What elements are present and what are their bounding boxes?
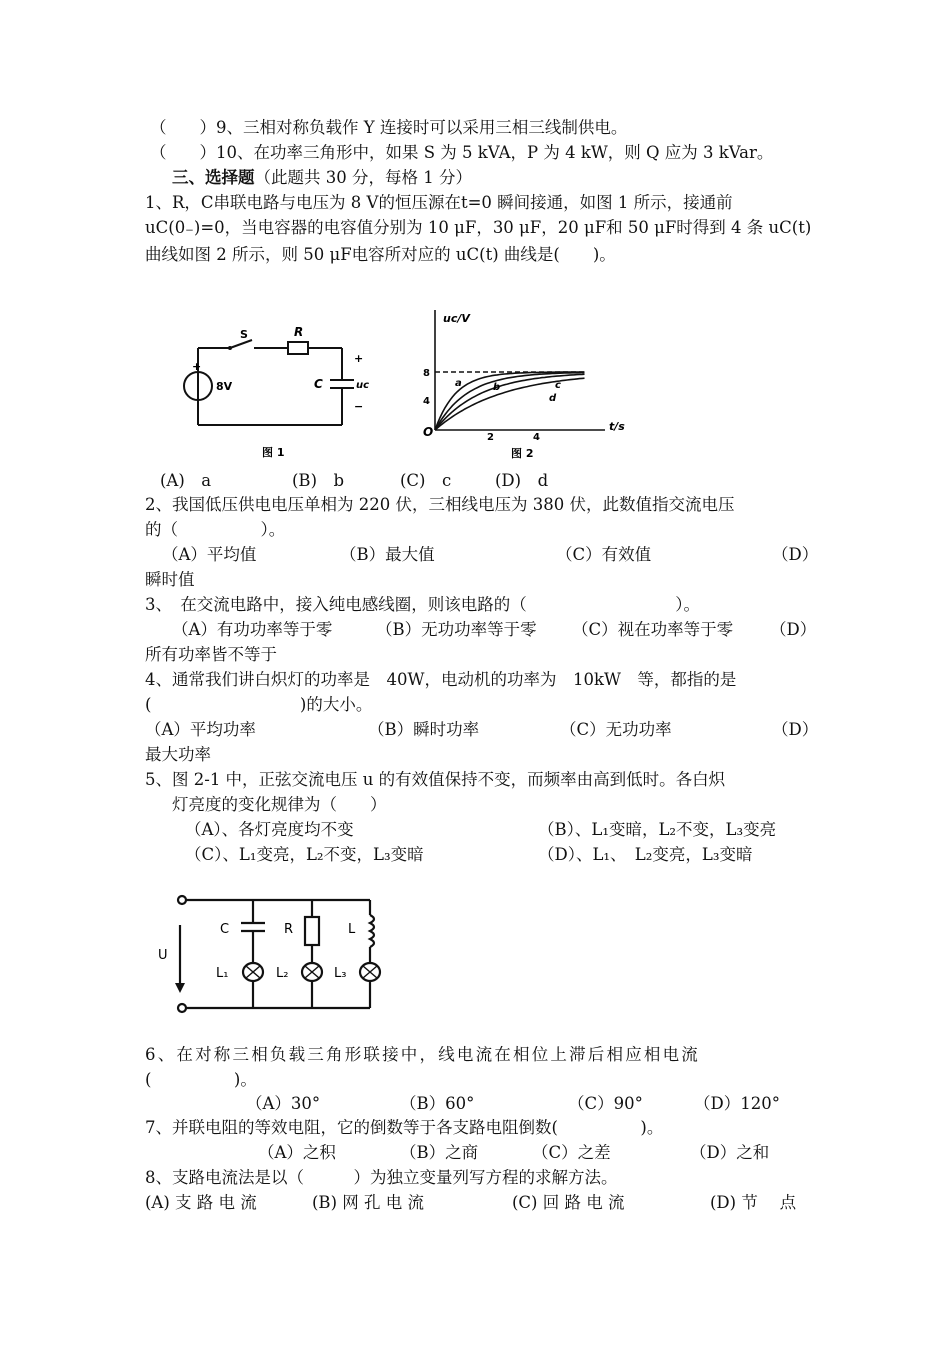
q3-option-a[interactable]: （A）有功功率等于零 <box>172 620 333 639</box>
q5-option-a[interactable]: （A）、各灯亮度均不变 <box>185 820 354 839</box>
x-tick-label: 4 <box>533 432 540 443</box>
q7-option-b[interactable]: （B）之商 <box>400 1143 479 1162</box>
q2-line-2: 的（ ）。 <box>145 520 286 539</box>
figure-2-caption: 图 2 <box>511 447 534 460</box>
source-plus-sign: + <box>192 360 202 373</box>
figure-2-charging-curves <box>415 300 635 465</box>
q1-option-c[interactable]: (C) c <box>400 471 452 490</box>
x-tick-label: 2 <box>487 432 494 443</box>
q3-option-b[interactable]: （B）无功功率等于零 <box>376 620 537 639</box>
q2-option-d[interactable]: （D） <box>772 545 819 564</box>
q8-line-1: 8、支路电流法是以（ ）为独立变量列写方程的求解方法。 <box>145 1168 618 1187</box>
q5-option-c[interactable]: （C）、L₁变亮，L₂不变，L₃变暗 <box>185 845 424 864</box>
q8-option-a[interactable]: (A) 支 路 电 流 <box>145 1193 257 1212</box>
cap-plus-sign: + <box>354 352 364 365</box>
tf-question-9: （ ）9、三相对称负载作 Y 连接时可以采用三相三线制供电。 <box>150 118 628 137</box>
branch-l-label: L <box>348 922 356 937</box>
origin-label: O <box>423 425 434 439</box>
q2-option-b[interactable]: （B）最大值 <box>340 545 435 564</box>
q6-option-b[interactable]: （B）60° <box>400 1094 475 1113</box>
q2-line-1: 2、我国低压供电电压单相为 220 伏，三相线电压为 380 伏，此数值指交流电压 <box>145 495 735 514</box>
q7-option-c[interactable]: （C）之差 <box>532 1143 611 1162</box>
branch-c-label: C <box>220 922 230 937</box>
q8-option-d[interactable]: (D) 节 点 <box>710 1193 797 1212</box>
q6-option-c[interactable]: （C）90° <box>568 1094 643 1113</box>
q8-option-c[interactable]: (C) 回 路 电 流 <box>512 1193 625 1212</box>
q6-line-1: 6、在对称三相负载三角形联接中，线电流在相位上滞后相应相电流 <box>145 1045 700 1064</box>
q4-option-a[interactable]: （A）平均功率 <box>145 720 256 739</box>
q3-line-1: 3、 在交流电路中，接入纯电感线圈，则该电路的（ ）。 <box>145 595 700 614</box>
lamp-l3-label: L₃ <box>334 966 347 981</box>
q2-option-d-text: 瞬时值 <box>145 570 195 589</box>
section-note: （此题共 30 分，每格 1 分） <box>254 168 472 187</box>
q6-option-d[interactable]: （D）120° <box>694 1094 780 1113</box>
curve-label-c: c <box>555 380 561 391</box>
q2-option-c[interactable]: （C）有效值 <box>556 545 652 564</box>
section-title: 三、选择题 <box>172 168 255 187</box>
lamp-l2-label: L₂ <box>276 966 289 981</box>
section-heading <box>172 168 472 188</box>
q4-option-b[interactable]: （B）瞬时功率 <box>368 720 480 739</box>
q4-option-d[interactable]: （D） <box>772 720 819 739</box>
q3-option-d-text: 所有功率皆不等于 <box>145 645 277 664</box>
q1-line-2: uC(0₋)=0，当电容器的电容值分别为 10 μF，30 μF，20 μF和 50 μF时得到 4 条 uC(t) <box>145 218 812 237</box>
q2-option-a[interactable]: （A）平均值 <box>162 545 257 564</box>
q5-line-1: 5、图 2-1 中，正弦交流电压 u 的有效值保持不变，而频率由高到低时。各白炽 <box>145 770 726 789</box>
q1-option-d[interactable]: (D) d <box>495 471 549 490</box>
y-tick-label: 8 <box>423 368 430 379</box>
switch-label: S <box>240 328 248 341</box>
y-tick-label: 4 <box>423 396 430 407</box>
capacitor-label: C <box>314 377 323 391</box>
curve-label-d: d <box>549 393 557 404</box>
figure-2-1-parallel-circuit <box>150 885 400 1020</box>
q4-option-d-text: 最大功率 <box>145 745 211 764</box>
q5-line-2: 灯亮度的变化规律为（ ） <box>172 795 387 814</box>
branch-r-label: R <box>284 922 294 937</box>
cap-minus-sign: − <box>354 400 364 413</box>
curve-label-b: b <box>493 382 501 393</box>
q7-option-d[interactable]: （D）之和 <box>690 1143 770 1162</box>
q5-option-b[interactable]: （B）、L₁变暗，L₂不变，L₃变亮 <box>538 820 777 839</box>
q8-option-b[interactable]: (B) 网 孔 电 流 <box>312 1193 424 1212</box>
figure-1-caption: 图 1 <box>262 446 285 459</box>
q1-line-3: 曲线如图 2 所示，则 50 μF电容所对应的 uC(t) 曲线是( )。 <box>145 245 616 264</box>
curve-label-a: a <box>455 378 462 389</box>
q6-line-2: ( )。 <box>145 1070 257 1089</box>
q7-line-1: 7、并联电阻的等效电阻，它的倒数等于各支路电阻倒数( )。 <box>145 1118 664 1137</box>
q3-option-d[interactable]: （D） <box>770 620 817 639</box>
q1-option-a[interactable]: (A) a <box>160 471 212 490</box>
q1-option-b[interactable]: (B) b <box>292 471 345 490</box>
source-arrow-head <box>175 983 185 993</box>
cap-voltage-label: uc <box>356 380 370 391</box>
switch-pivot <box>228 346 232 350</box>
tf-question-10: （ ）10、在功率三角形中，如果 S 为 5 kVA，P 为 4 kW，则 Q 应为 3 kVar。 <box>150 143 774 162</box>
q3-option-c[interactable]: （C）视在功率等于零 <box>572 620 734 639</box>
figure-1-rc-circuit <box>170 320 370 465</box>
y-axis-label: uc/V <box>443 312 470 325</box>
source-u-label: U <box>158 948 168 963</box>
q1-line-1: 1、R，C串联电路与电压为 8 V的恒压源在t=0 瞬间接通，如图 1 所示，接通前 <box>145 193 733 212</box>
lamp-l1-label: L₁ <box>216 966 229 981</box>
q4-line-2: ( )的大小。 <box>145 695 373 714</box>
x-axis-label: t/s <box>609 420 625 433</box>
q6-option-a[interactable]: （A）30° <box>246 1094 321 1113</box>
q4-option-c[interactable]: （C）无功功率 <box>560 720 672 739</box>
q5-option-d[interactable]: （D）、L₁、 L₂变亮，L₃变暗 <box>538 845 753 864</box>
q4-line-1: 4、通常我们讲白炽灯的功率是 40W，电动机的功率为 10kW 等，都指的是 <box>145 670 737 689</box>
q7-option-a[interactable]: （A）之积 <box>258 1143 336 1162</box>
source-voltage-label: 8V <box>216 380 233 393</box>
resistor-label: R <box>294 325 304 339</box>
